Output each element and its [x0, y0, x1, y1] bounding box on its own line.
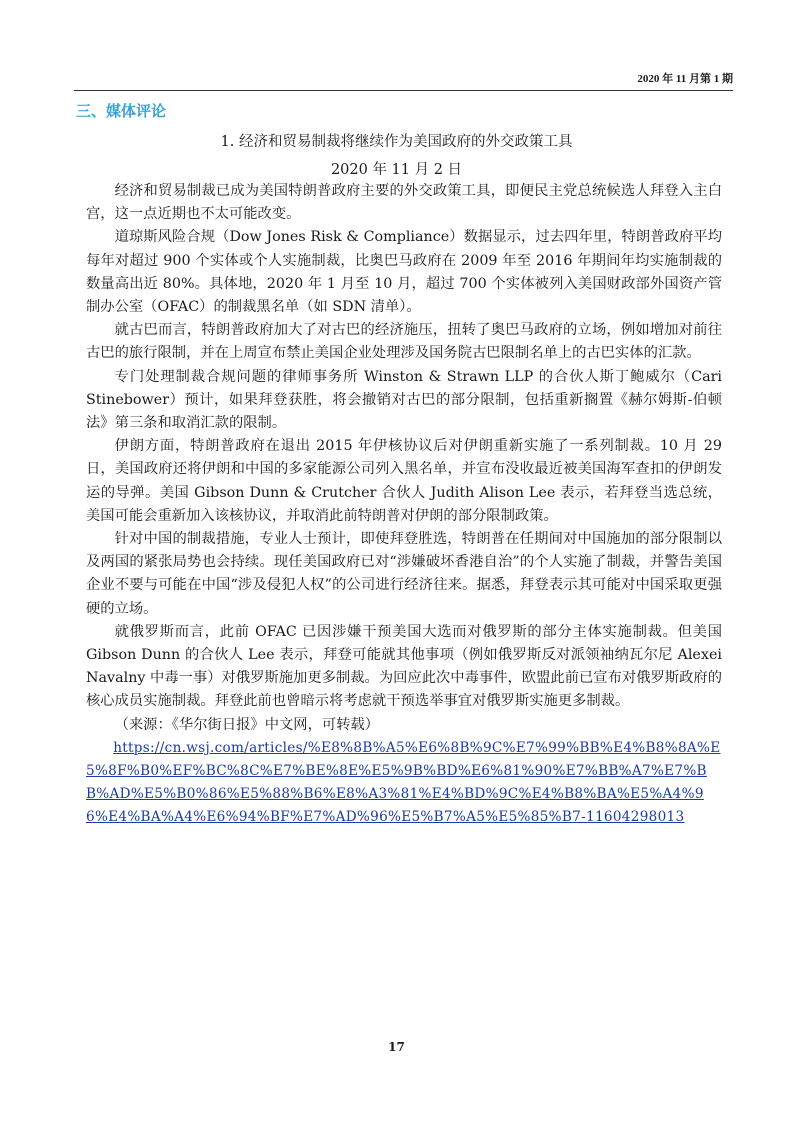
article-date: 2020 年 11 月 2 日 — [330, 162, 463, 178]
paragraph: 专门处理制裁合规问题的律师事务所 Winston & Strawn LLP 的合伙人斯丁鲍威尔（Cari Stinebower）预计，如果拜登获胜，将会撤销对古巴的部分限制，包括重新搁置《赫尔姆斯-伯顿法》第三条和取消汇款的限制。 — [86, 368, 722, 432]
source-note: （来源：《华尔街日报》中文网，可转载） — [114, 716, 380, 733]
paragraph: 就俄罗斯而言，此前 OFAC 已因涉嫌干预美国大选而对俄罗斯的部分主体实施制裁。但美国 Gibson Dunn 的合伙人 Lee 表示，拜登可能就其他事项（例如俄罗斯反对派领袖纳瓦尔尼 Alexei Navalny 中毒一事）对俄罗斯施加更多制裁。为回应此次中毒事件，欧盟此前已宣布对俄罗斯政府的核心成员实施制裁。拜登此前也曾暗示将考虑就干预选举事宜对俄罗斯实施更多制裁。 — [86, 623, 722, 710]
paragraph: 就古巴而言，特朗普政府加大了对古巴的经济施压，扭转了奥巴马政府的立场，例如增加对前往古巴的旅行限制，并在上周宣布禁止美国企业处理涉及国务院古巴限制名单上的古巴实体的汇款。 — [86, 322, 722, 362]
page-number: 17 — [388, 1040, 405, 1054]
paragraph: 伊朗方面，特朗普政府在退出 2015 年伊核协议后对伊朗重新实施了一系列制裁。10 月 29 日，美国政府还将伊朗和中国的多家能源公司列入黑名单，并宣布没收最近被美国海军查扣的伊朗发运的导弹。美国 Gibson Dunn & Crutcher 合伙人 Judith Alison Lee 表示，若拜登当选总统，美国可能会重新加入该核协议，并取消此前特朗普对伊朗的部分限制政策。 — [86, 438, 722, 524]
paragraph: 经济和贸易制裁已成为美国特朗普政府主要的外交政策工具，即便民主党总统候选人拜登入主白宫，这一点近期也不太可能改变。 — [86, 183, 722, 223]
source-link[interactable]: https://cn.wsj.com/articles/%E8%8B%A5%E6%8B%9C%E7%99%BB%E4%B8%8A%E5%8F%B0%EF%BC%8C%E7%BE%8E%E5%9B%BD%E6%81%90%E7%BB%A7%E7%BB%AD%E5%B0%86%E5%88%B6%E8%A3%81%E4%BD%9C%E4%B8%BA%E5%A4%96%E4%BA%A4%E6%94%BF%E7%AD%96%E5%B7%A5%E5%85%B7-11604298013 — [86, 739, 721, 826]
header-divider — [74, 90, 733, 91]
issue-header: 2020 年 11 月第 1 期 — [637, 73, 733, 85]
paragraph: 针对中国的制裁措施，专业人士预计，即使拜登胜选，特朗普在任期间对中国施加的部分限制以及两国的紧张局势也会持续。现任美国政府已对“涉嫌破坏香港自治”的个人实施了制裁，并警告美国企业不要与可能在中国“涉及侵犯人权”的公司进行经济往来。据悉，拜登表示其可能对中国采取更强硬的立场。 — [86, 531, 722, 617]
article-title: 1. 经济和贸易制裁将继续作为美国政府的外交政策工具 — [220, 134, 573, 150]
article-body — [86, 180, 722, 830]
paragraph: 道琼斯风险合规（Dow Jones Risk & Compliance）数据显示，过去四年里，特朗普政府平均每年对超过 900 个实体或个人实施制裁，比奥巴马政府在 2009 年至 2016 年期间年均实施制裁的数量高出近 80%。具体地，2020 年 1 月至 10 月，超过 700 个实体被列入美国财政部外国资产管制办公室（OFAC）的制裁黑名单（如 SDN 清单）。 — [86, 229, 722, 316]
section-title: 三、媒体评论 — [76, 102, 167, 120]
